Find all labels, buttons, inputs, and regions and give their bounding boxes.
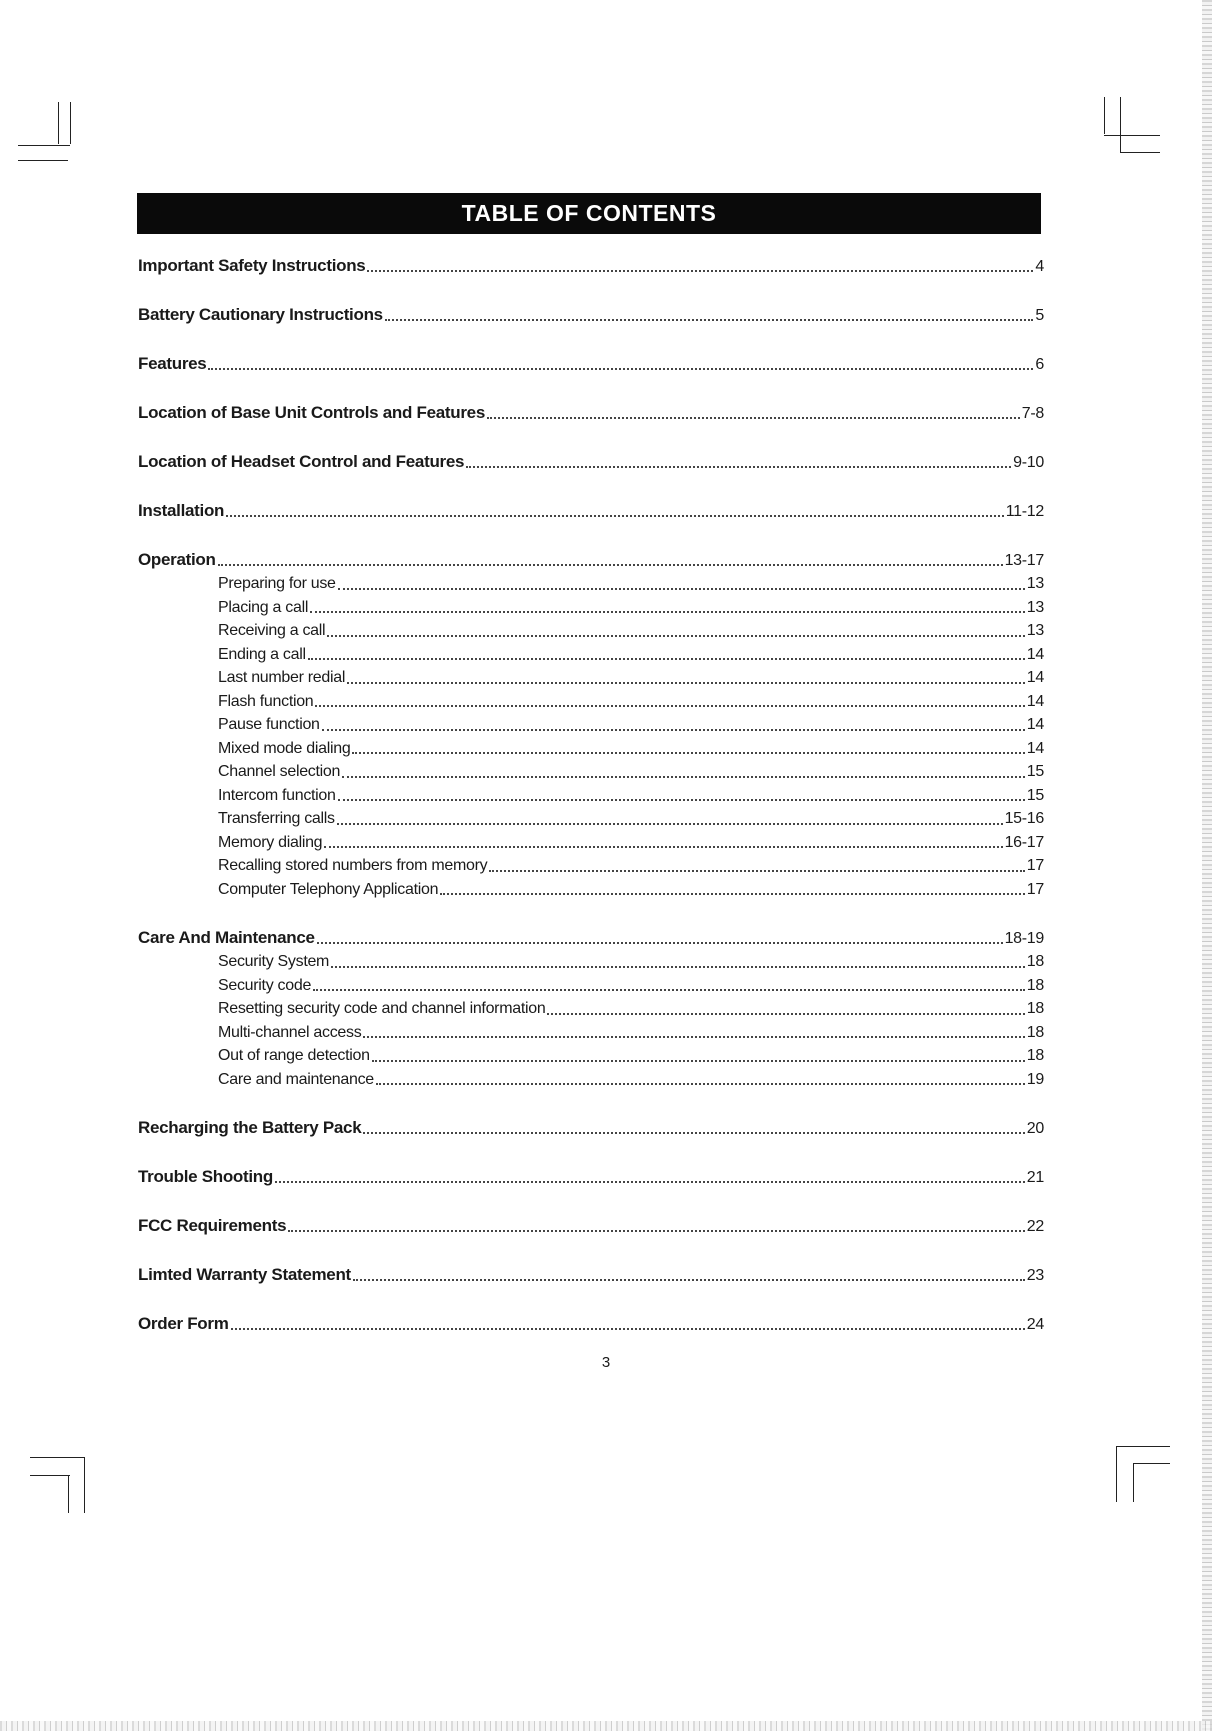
- toc-entry[interactable]: [138, 500, 1044, 523]
- dot-leader: [315, 703, 1024, 707]
- toc-subentry-title: Out of range detection: [218, 1047, 370, 1064]
- toc-subentry-page: 14: [1026, 739, 1044, 757]
- toc-entry-title: Installation: [138, 501, 225, 520]
- toc-entry-page: 11-12: [1005, 503, 1044, 520]
- dot-leader: [372, 1058, 1025, 1062]
- toc-section: [138, 1264, 1044, 1287]
- page-title: TABLE OF CONTENTS: [461, 200, 717, 226]
- toc-subentry-title: Receiving a call: [218, 622, 326, 639]
- toc-subentry-page: 13: [1026, 622, 1044, 639]
- toc-subentry[interactable]: [138, 619, 1044, 643]
- dot-leader: [288, 1228, 1025, 1232]
- toc-entry-page: 9-10: [1013, 454, 1044, 471]
- toc-subentry-page: 18: [1026, 1000, 1044, 1017]
- toc-entry-page: 23: [1026, 1267, 1044, 1284]
- dot-leader: [338, 797, 1025, 801]
- toc-subentry[interactable]: [138, 784, 1044, 808]
- dot-leader: [385, 317, 1034, 321]
- toc-subentry-title: Pause function: [218, 716, 320, 733]
- toc-subentry-title: Security System: [218, 953, 330, 970]
- toc-entry-title: Operation: [138, 550, 216, 569]
- toc-subentry-page: 15: [1026, 763, 1044, 780]
- toc-subentry-title: Preparing for use: [218, 575, 336, 592]
- toc-entry[interactable]: [138, 255, 1044, 278]
- scan-edge-bottom: [0, 1721, 1212, 1731]
- toc-subentry-page: 18: [1026, 1047, 1044, 1064]
- toc-subentry[interactable]: [138, 1068, 1044, 1092]
- toc-subentry[interactable]: [138, 1021, 1044, 1045]
- dot-leader: [308, 656, 1025, 660]
- toc-entry-title: Battery Cautionary Instructions: [138, 305, 383, 324]
- dot-leader: [367, 268, 1033, 272]
- toc-subentry[interactable]: [138, 572, 1044, 596]
- toc-subentry[interactable]: [138, 878, 1044, 902]
- toc-entry-title: Limted Warranty Statement: [138, 1265, 351, 1284]
- dot-leader: [322, 727, 1025, 731]
- toc-entry-title: Trouble Shooting: [138, 1167, 273, 1186]
- toc-entry[interactable]: [138, 451, 1044, 474]
- toc-entry-page: 22: [1026, 1218, 1044, 1235]
- toc-section: [138, 1215, 1044, 1238]
- toc-subentry[interactable]: [138, 596, 1044, 620]
- toc-section: [138, 304, 1044, 327]
- toc-subentry-page: 14: [1026, 692, 1044, 710]
- toc-subentry[interactable]: [138, 1044, 1044, 1068]
- toc-entry-page: 20: [1026, 1120, 1044, 1137]
- dot-leader: [352, 750, 1024, 754]
- toc-subentry[interactable]: [138, 997, 1044, 1021]
- toc-title-bar: [137, 193, 1041, 234]
- toc-subentry-page: 13: [1026, 575, 1044, 592]
- dot-leader: [489, 868, 1025, 872]
- toc-subentry-page: 14: [1026, 669, 1044, 686]
- dot-leader: [231, 1326, 1025, 1330]
- toc-entry-page: 24: [1026, 1316, 1044, 1333]
- dot-leader: [363, 1130, 1024, 1134]
- toc-section: [138, 451, 1044, 474]
- toc-subentry-page: 14: [1026, 716, 1044, 733]
- dot-leader: [376, 1081, 1025, 1085]
- dot-leader: [317, 940, 1003, 944]
- toc-section: [138, 255, 1044, 278]
- toc-entry[interactable]: [138, 1264, 1044, 1287]
- scan-edge-right: [1202, 0, 1212, 1731]
- toc-subentry-title: Care and maintenance: [218, 1070, 374, 1088]
- toc-entry-page: 5: [1035, 307, 1044, 324]
- dot-leader: [440, 891, 1025, 895]
- toc-subentry-page: 14: [1026, 645, 1044, 663]
- toc-subentry[interactable]: [138, 950, 1044, 974]
- dot-leader: [327, 633, 1025, 637]
- toc-entry[interactable]: [138, 1313, 1044, 1336]
- toc-entry-page: 21: [1026, 1169, 1044, 1186]
- toc-subentry-page: 16-17: [1004, 833, 1044, 851]
- toc-entry-page: 18-19: [1004, 930, 1044, 947]
- toc-entry-page: 6: [1035, 356, 1044, 373]
- toc-entry[interactable]: [138, 1117, 1044, 1140]
- table-of-contents: [138, 255, 1044, 1362]
- toc-subentry-title: Transferring calls: [218, 810, 335, 827]
- toc-section: [138, 1166, 1044, 1189]
- toc-entry-title: Recharging the Battery Pack: [138, 1118, 362, 1137]
- toc-subentry-title: Ending a call: [218, 645, 306, 663]
- toc-entry[interactable]: [138, 353, 1044, 376]
- toc-subentry-title: Memory dialing: [218, 833, 323, 851]
- toc-subentry-page: 19: [1026, 1070, 1044, 1088]
- toc-section: [138, 1117, 1044, 1140]
- dot-leader: [338, 586, 1025, 590]
- page-number: 3: [601, 1354, 611, 1371]
- toc-entry[interactable]: [138, 402, 1044, 425]
- dot-leader: [337, 821, 1003, 825]
- dot-leader: [208, 366, 1033, 370]
- dot-leader: [218, 562, 1003, 566]
- toc-subentry-page: 13: [1026, 598, 1044, 616]
- toc-subentry[interactable]: [138, 690, 1044, 714]
- toc-subentry-title: Mixed mode dialing: [218, 739, 351, 757]
- toc-subentry[interactable]: [138, 854, 1044, 878]
- toc-subentry-page: 18: [1026, 1023, 1044, 1041]
- toc-entry-title: Location of Headset Control and Features: [138, 452, 465, 471]
- toc-subentry-page: 18: [1026, 976, 1044, 994]
- toc-entry-page: 7-8: [1021, 405, 1044, 422]
- toc-entry-title: Important Safety Instructions: [138, 256, 366, 275]
- toc-entry[interactable]: [138, 1166, 1044, 1189]
- dot-leader: [275, 1179, 1025, 1183]
- toc-subentry[interactable]: [138, 643, 1044, 667]
- toc-section: [138, 1313, 1044, 1336]
- dot-leader: [487, 415, 1020, 419]
- toc-subentry-page: 18: [1026, 953, 1044, 970]
- toc-subentry[interactable]: [138, 831, 1044, 855]
- dot-leader: [324, 844, 1002, 848]
- dot-leader: [226, 513, 1004, 517]
- dot-leader: [547, 1011, 1024, 1015]
- toc-subentry-title: Resetting security code and channel information: [218, 1000, 546, 1017]
- toc-entry-title: Care And Maintenance: [138, 928, 315, 947]
- toc-subentry-title: Flash function: [218, 692, 314, 710]
- toc-entry-title: Features: [138, 354, 207, 373]
- toc-entry-page: 13-17: [1004, 552, 1044, 569]
- toc-subentry-title: Placing a call: [218, 598, 309, 616]
- dot-leader: [363, 1034, 1024, 1038]
- toc-section: [138, 927, 1044, 1091]
- toc-section: [138, 549, 1044, 901]
- dot-leader: [353, 1277, 1025, 1281]
- toc-entry-title: Location of Base Unit Controls and Features: [138, 403, 485, 422]
- toc-subentry-title: Channel selection: [218, 763, 341, 780]
- toc-subentry-page: 15-16: [1004, 810, 1044, 827]
- toc-subentry-title: Security code: [218, 976, 312, 994]
- toc-entry[interactable]: [138, 1215, 1044, 1238]
- toc-subentry-title: Recalling stored numbers from memory: [218, 857, 488, 874]
- toc-subentry[interactable]: [138, 807, 1044, 831]
- toc-subentry[interactable]: [138, 713, 1044, 737]
- toc-subentry[interactable]: [138, 666, 1044, 690]
- toc-section: [138, 353, 1044, 376]
- toc-section: [138, 500, 1044, 523]
- toc-entry-title: FCC Requirements: [138, 1216, 287, 1235]
- toc-subentry-title: Computer Telephony Application: [218, 880, 439, 898]
- toc-subentry-title: Multi-channel access: [218, 1023, 362, 1041]
- toc-subentry[interactable]: [138, 760, 1044, 784]
- dot-leader: [313, 987, 1025, 991]
- dot-leader: [342, 774, 1025, 778]
- toc-entry[interactable]: [138, 549, 1044, 572]
- dot-leader: [347, 680, 1025, 684]
- toc-subentry-title: Last number redial: [218, 669, 346, 686]
- toc-subentry-page: 17: [1026, 857, 1044, 874]
- dot-leader: [331, 964, 1025, 968]
- toc-entry[interactable]: [138, 304, 1044, 327]
- toc-subentry-page: 15: [1026, 786, 1044, 804]
- toc-subentry-page: 17: [1026, 880, 1044, 898]
- toc-subentry[interactable]: [138, 737, 1044, 761]
- toc-entry[interactable]: [138, 927, 1044, 950]
- toc-subentry-title: Intercom function: [218, 786, 336, 804]
- toc-entry-title: Order Form: [138, 1314, 229, 1333]
- toc-subentry[interactable]: [138, 974, 1044, 998]
- dot-leader: [310, 609, 1025, 613]
- toc-section: [138, 402, 1044, 425]
- toc-entry-page: 4: [1035, 258, 1044, 275]
- dot-leader: [466, 464, 1011, 468]
